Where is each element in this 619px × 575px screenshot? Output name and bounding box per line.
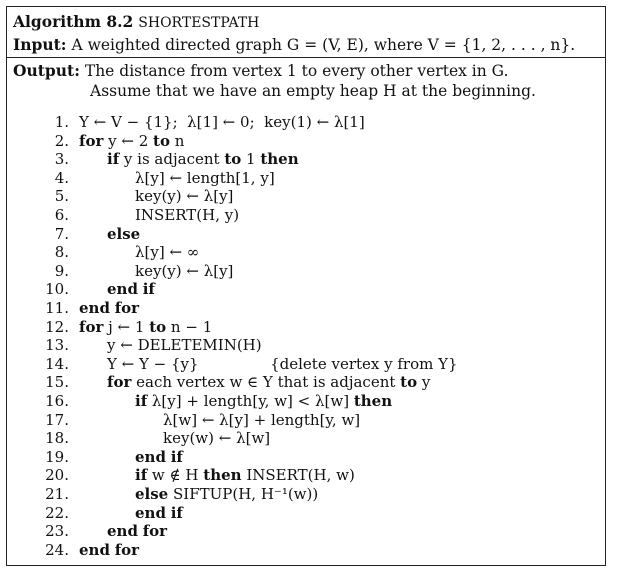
line-code: else — [107, 224, 141, 243]
line-number: 22. — [45, 503, 69, 522]
line-code: y ← DELETEMIN(H) — [107, 336, 262, 355]
algorithm-title-label: Algorithm 8.2 — [13, 12, 134, 31]
line-code: Y ← V − {1}; λ[1] ← 0; key(1) ← λ[1] — [79, 113, 365, 131]
line-code: end if — [107, 280, 155, 299]
line-code: λ[y] ← length[1, y] — [135, 168, 275, 187]
output-label: Output: — [13, 61, 80, 80]
line-code: λ[y] ← ∞ — [135, 243, 200, 262]
line-number: 18. — [45, 429, 69, 448]
line-number: 14. — [45, 354, 69, 373]
line-number: 4. — [54, 168, 69, 187]
header-separator — [6, 57, 606, 58]
line-number: 3. — [54, 150, 69, 169]
algorithm-input — [13, 35, 575, 54]
line-number: 20. — [45, 466, 69, 485]
line-code: end for — [107, 522, 168, 541]
line-number: 11. — [45, 299, 69, 317]
line-number: 17. — [45, 410, 69, 429]
line-number: 12. — [45, 317, 69, 336]
algorithm-title — [13, 12, 259, 31]
line-code: key(w) ← λ[w] — [163, 429, 271, 448]
line-number: 15. — [45, 373, 69, 392]
input-text: A weighted directed graph G = (V, E), where V = {1, 2, . . . , n}. — [71, 36, 576, 54]
line-code: end for — [79, 540, 140, 559]
algorithm-note: Assume that we have an empty heap H at the beginning. — [90, 82, 536, 100]
line-code: for y ← 2 to n — [79, 131, 185, 150]
line-code: else SIFTUP(H, H⁻¹(w)) — [135, 485, 319, 503]
line-code: end if — [135, 447, 183, 466]
line-code: key(y) ← λ[y] — [135, 261, 234, 280]
line-code: for each vertex w ∈ Y that is adjacent to y — [107, 373, 431, 392]
line-code: end if — [135, 503, 183, 522]
line-code: for j ← 1 to n − 1 — [79, 317, 213, 336]
line-number: 9. — [54, 261, 69, 280]
line-number: 7. — [54, 224, 69, 243]
line-code: λ[w] ← λ[y] + length[y, w] — [163, 410, 361, 429]
line-number: 21. — [45, 485, 69, 503]
line-number: 8. — [54, 243, 69, 262]
line-code: Y ← Y − {y} {delete vertex y from Y} — [107, 354, 458, 373]
line-number: 1. — [54, 113, 69, 131]
line-number: 6. — [54, 206, 69, 224]
line-code: INSERT(H, y) — [135, 206, 240, 224]
line-number: 2. — [54, 131, 69, 150]
line-number: 13. — [45, 336, 69, 355]
line-number: 10. — [45, 280, 69, 299]
output-text: The distance from vertex 1 to every other vertex in G. — [84, 62, 509, 80]
line-number: 19. — [45, 447, 69, 466]
input-label: Input: — [13, 35, 67, 54]
line-code: if y is adjacent to 1 then — [107, 150, 299, 169]
line-number: 5. — [54, 187, 69, 206]
line-number: 23. — [45, 522, 69, 541]
algorithm-output — [13, 61, 508, 80]
line-number: 24. — [45, 540, 69, 559]
line-number: 16. — [45, 392, 69, 410]
line-code: end for — [79, 299, 140, 317]
line-code: if λ[y] + length[y, w] < λ[w] then — [135, 392, 393, 410]
line-code: key(y) ← λ[y] — [135, 187, 234, 206]
line-code: if w ∉ H then INSERT(H, w) — [135, 466, 355, 485]
algorithm-title-name: SHORTESTPATH — [138, 15, 260, 31]
